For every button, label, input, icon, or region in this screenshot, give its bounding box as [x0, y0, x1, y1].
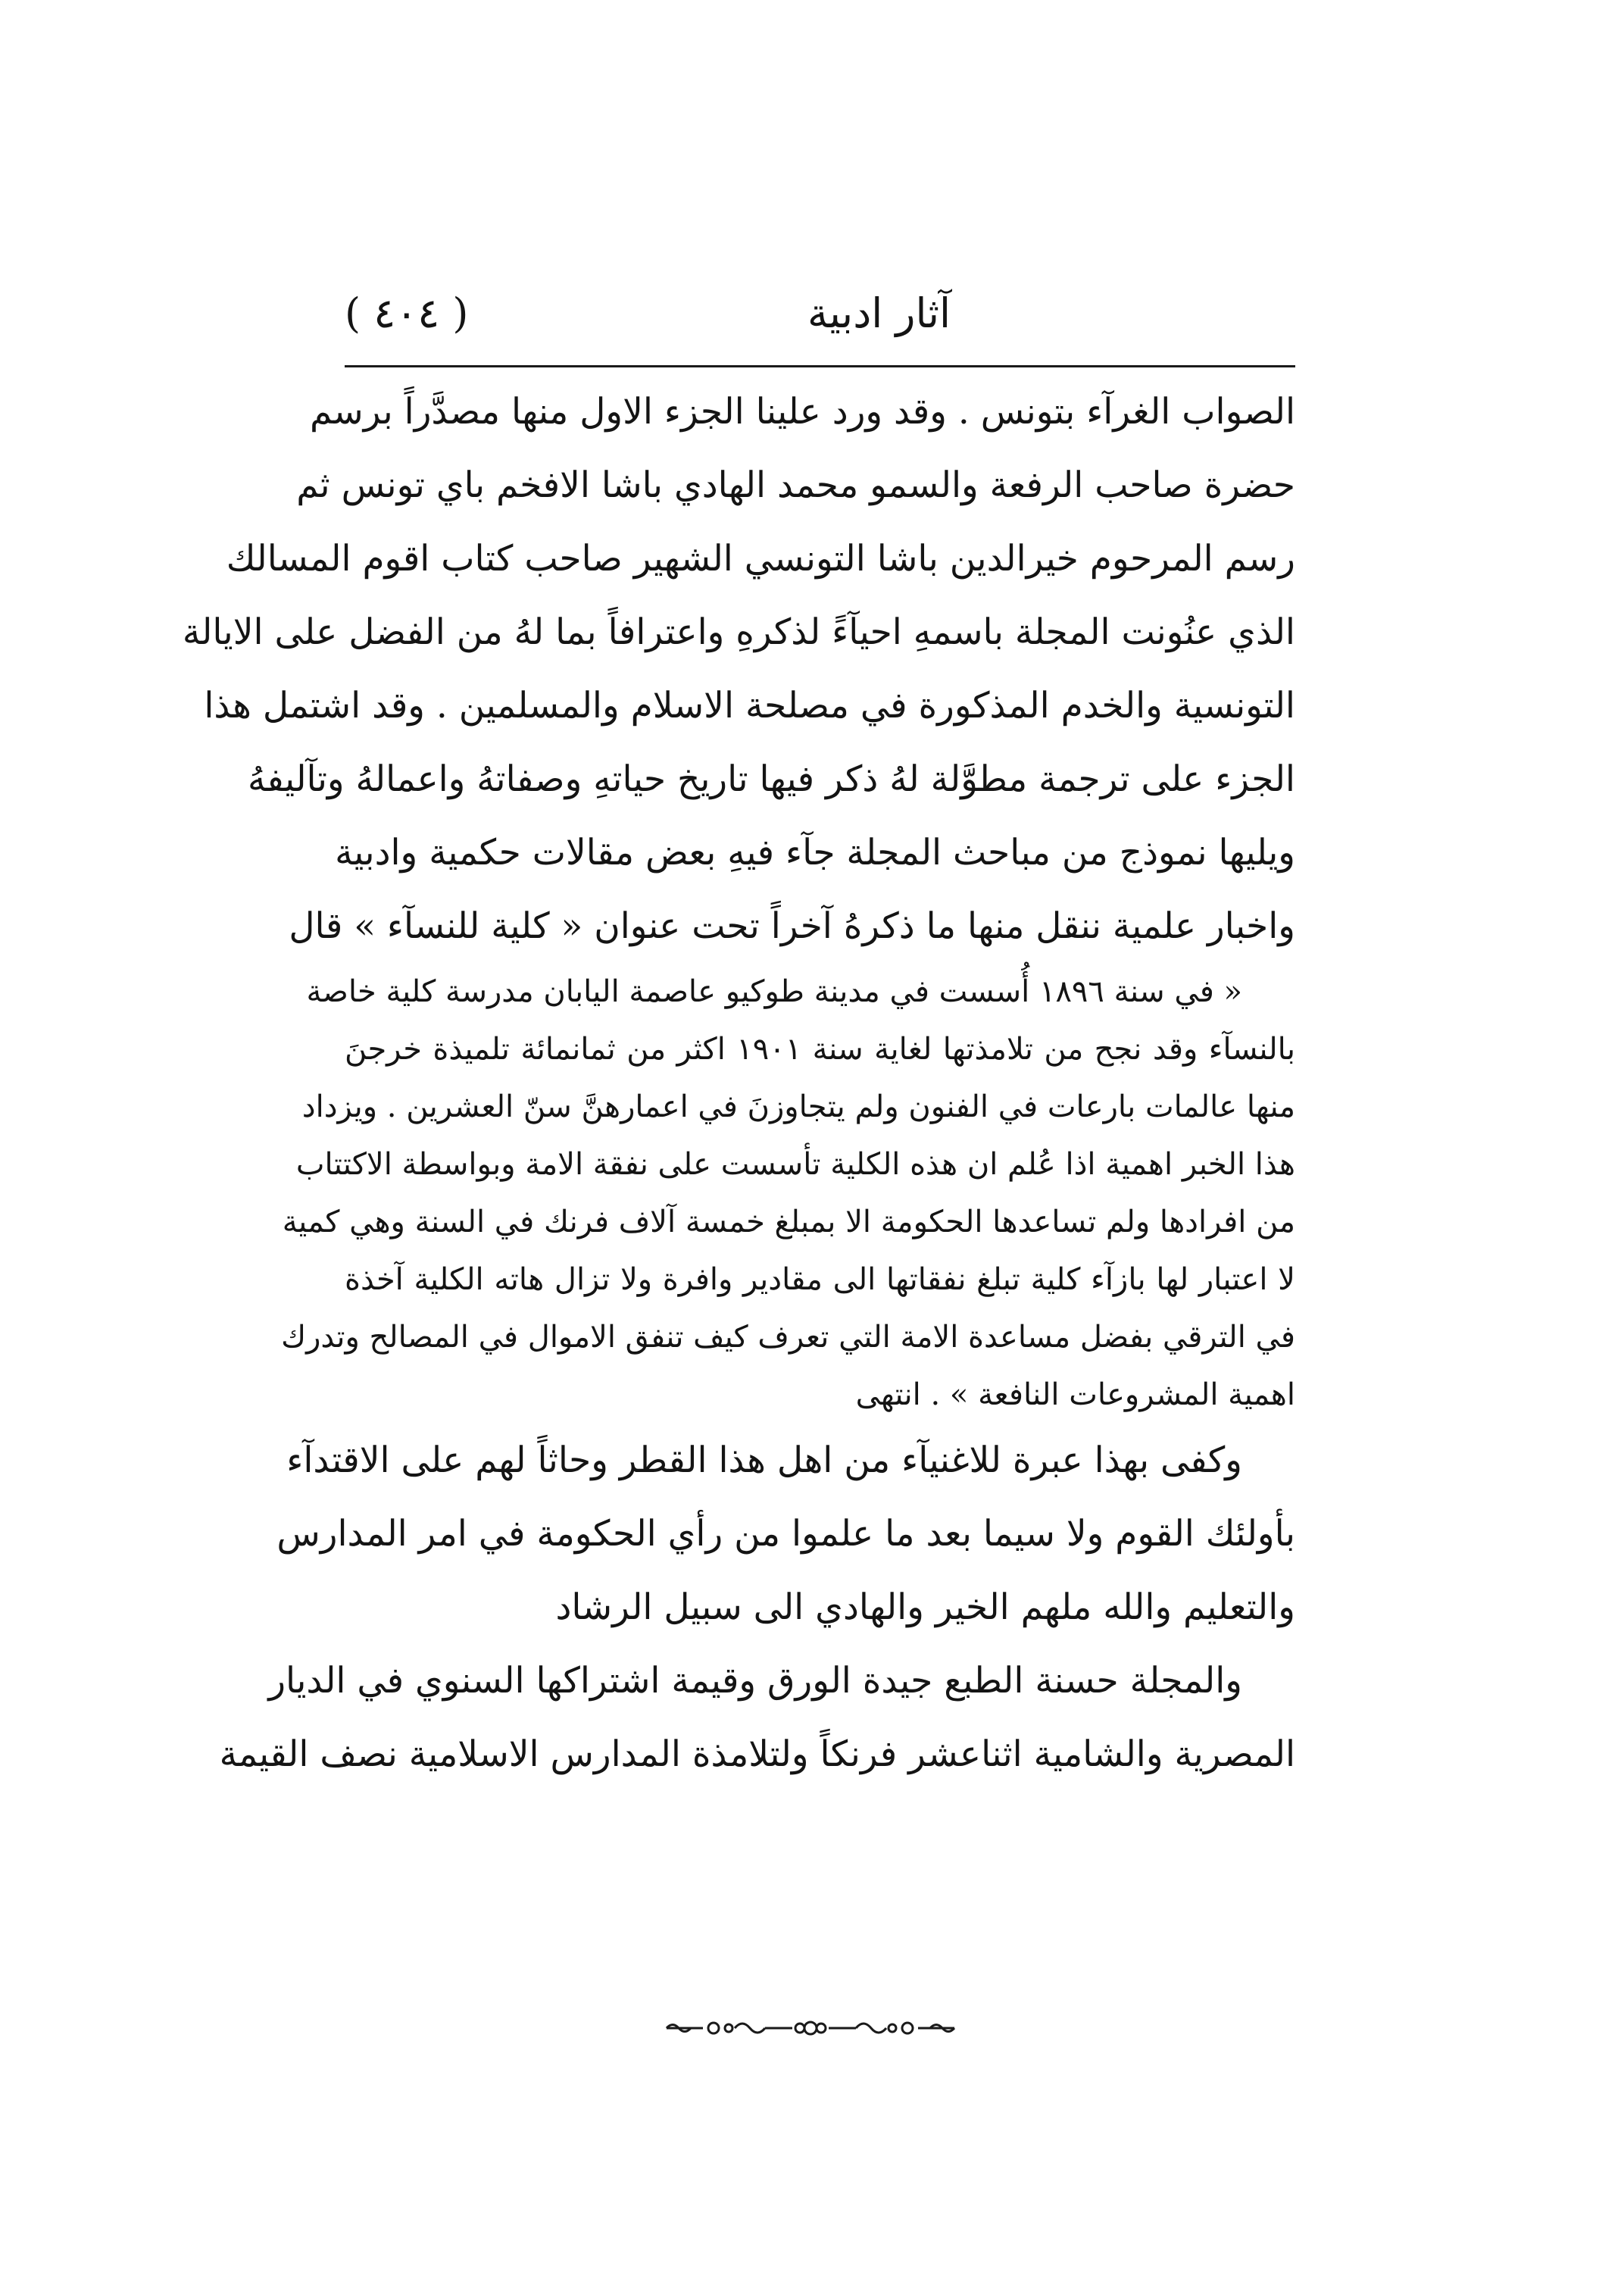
text-line: لا اعتبار لها بازآء كلية تبلغ نفقاتها الى مقادير وافرة ولا تزال هاته الكلية آخذة	[345, 1262, 1295, 1297]
text-line: من افرادها ولم تساعدها الحكومة الا بمبلغ خمسة آلاف فرنك في السنة وهي كمية	[282, 1205, 1295, 1239]
text-line: بأولئك القوم ولا سيما بعد ما علموا من رأي الحكومة في امر المدارس	[276, 1513, 1295, 1555]
text-line: بالنسآء وقد نجح من تلامذتها لغاية سنة ١٩٠١ اكثر من ثمانمائة تلميذة خرجنَ	[345, 1032, 1295, 1067]
paragraph-intro	[182, 375, 1295, 963]
page-number: ( ٤٠٤ )	[345, 289, 469, 337]
text-line: « في سنة ١٨٩٦ أُسست في مدينة طوكيو عاصمة اليابان مدرسة كلية خاصة	[306, 974, 1242, 1009]
text-line: والتعليم والله ملهم الخير والهادي الى سبيل الرشاد	[555, 1586, 1295, 1628]
text-line: واخبار علمية ننقل منها ما ذكرهُ آخراً تحت عنوان « كلية للنسآء » قال	[289, 905, 1295, 947]
text-line: المصرية والشامية اثناعشر فرنكاً ولتلامذة المدارس الاسلامية نصف القيمة	[219, 1733, 1295, 1775]
text-line: منها عالمات بارعات في الفنون ولم يتجاوزنَ في اعمارهنَّ سنّ العشرين . ويزداد	[301, 1089, 1295, 1124]
page-header	[345, 279, 1295, 355]
text-line: وكفى بهذا عبرة للاغنيآء من اهل هذا القطر وحاثاً لهم على الاقتدآء	[286, 1439, 1242, 1481]
text-line: التونسية والخدم المذكورة في مصلحة الاسلام والمسلمين . وقد اشتمل هذا	[204, 685, 1295, 727]
text-line: الجزء على ترجمة مطوَّلة لهُ ذكر فيها تاريخ حياتهِ وصفاتهُ واعمالهُ وتآليفهُ	[248, 758, 1295, 800]
floral-divider-icon	[659, 2013, 962, 2043]
header-rule	[345, 365, 1295, 367]
running-title: آثار ادبية	[807, 289, 951, 337]
paragraph-subscription	[219, 1644, 1295, 1791]
body-text	[182, 375, 1295, 1791]
text-line: حضرة صاحب الرفعة والسمو محمد الهادي باشا الافخم باي تونس ثم	[296, 464, 1295, 506]
text-line: هذا الخبر اهمية اذا عُلم ان هذه الكلية تأسست على نفقة الامة وبواسطة الاكتتاب	[295, 1147, 1295, 1182]
text-line: في الترقي بفضل مساعدة الامة التي تعرف كيف تنفق الاموال في المصالح وتدرك	[281, 1320, 1295, 1355]
text-line: والمجلة حسنة الطبع جيدة الورق وقيمة اشتراكها السنوي في الديار	[268, 1660, 1242, 1702]
paragraph-closing	[276, 1424, 1295, 1644]
paragraph-quote	[281, 963, 1295, 1424]
text-line: الصواب الغرآء بتونس . وقد ورد علينا الجزء الاول منها مصدَّراً برسم	[310, 391, 1295, 433]
text-line: رسم المرحوم خيرالدين باشا التونسي الشهير صاحب كتاب اقوم المسالك	[226, 538, 1295, 580]
text-line: اهمية المشروعات النافعة » . انتهى	[855, 1377, 1295, 1412]
text-line: ويليها نموذج من مباحث المجلة جآء فيهِ بعض مقالات حكمية وادبية	[335, 832, 1295, 874]
text-line: الذي عنُونت المجلة باسمهِ احيآءً لذكرهِ واعترافاً بما لهُ من الفضل على الايالة	[182, 611, 1295, 653]
